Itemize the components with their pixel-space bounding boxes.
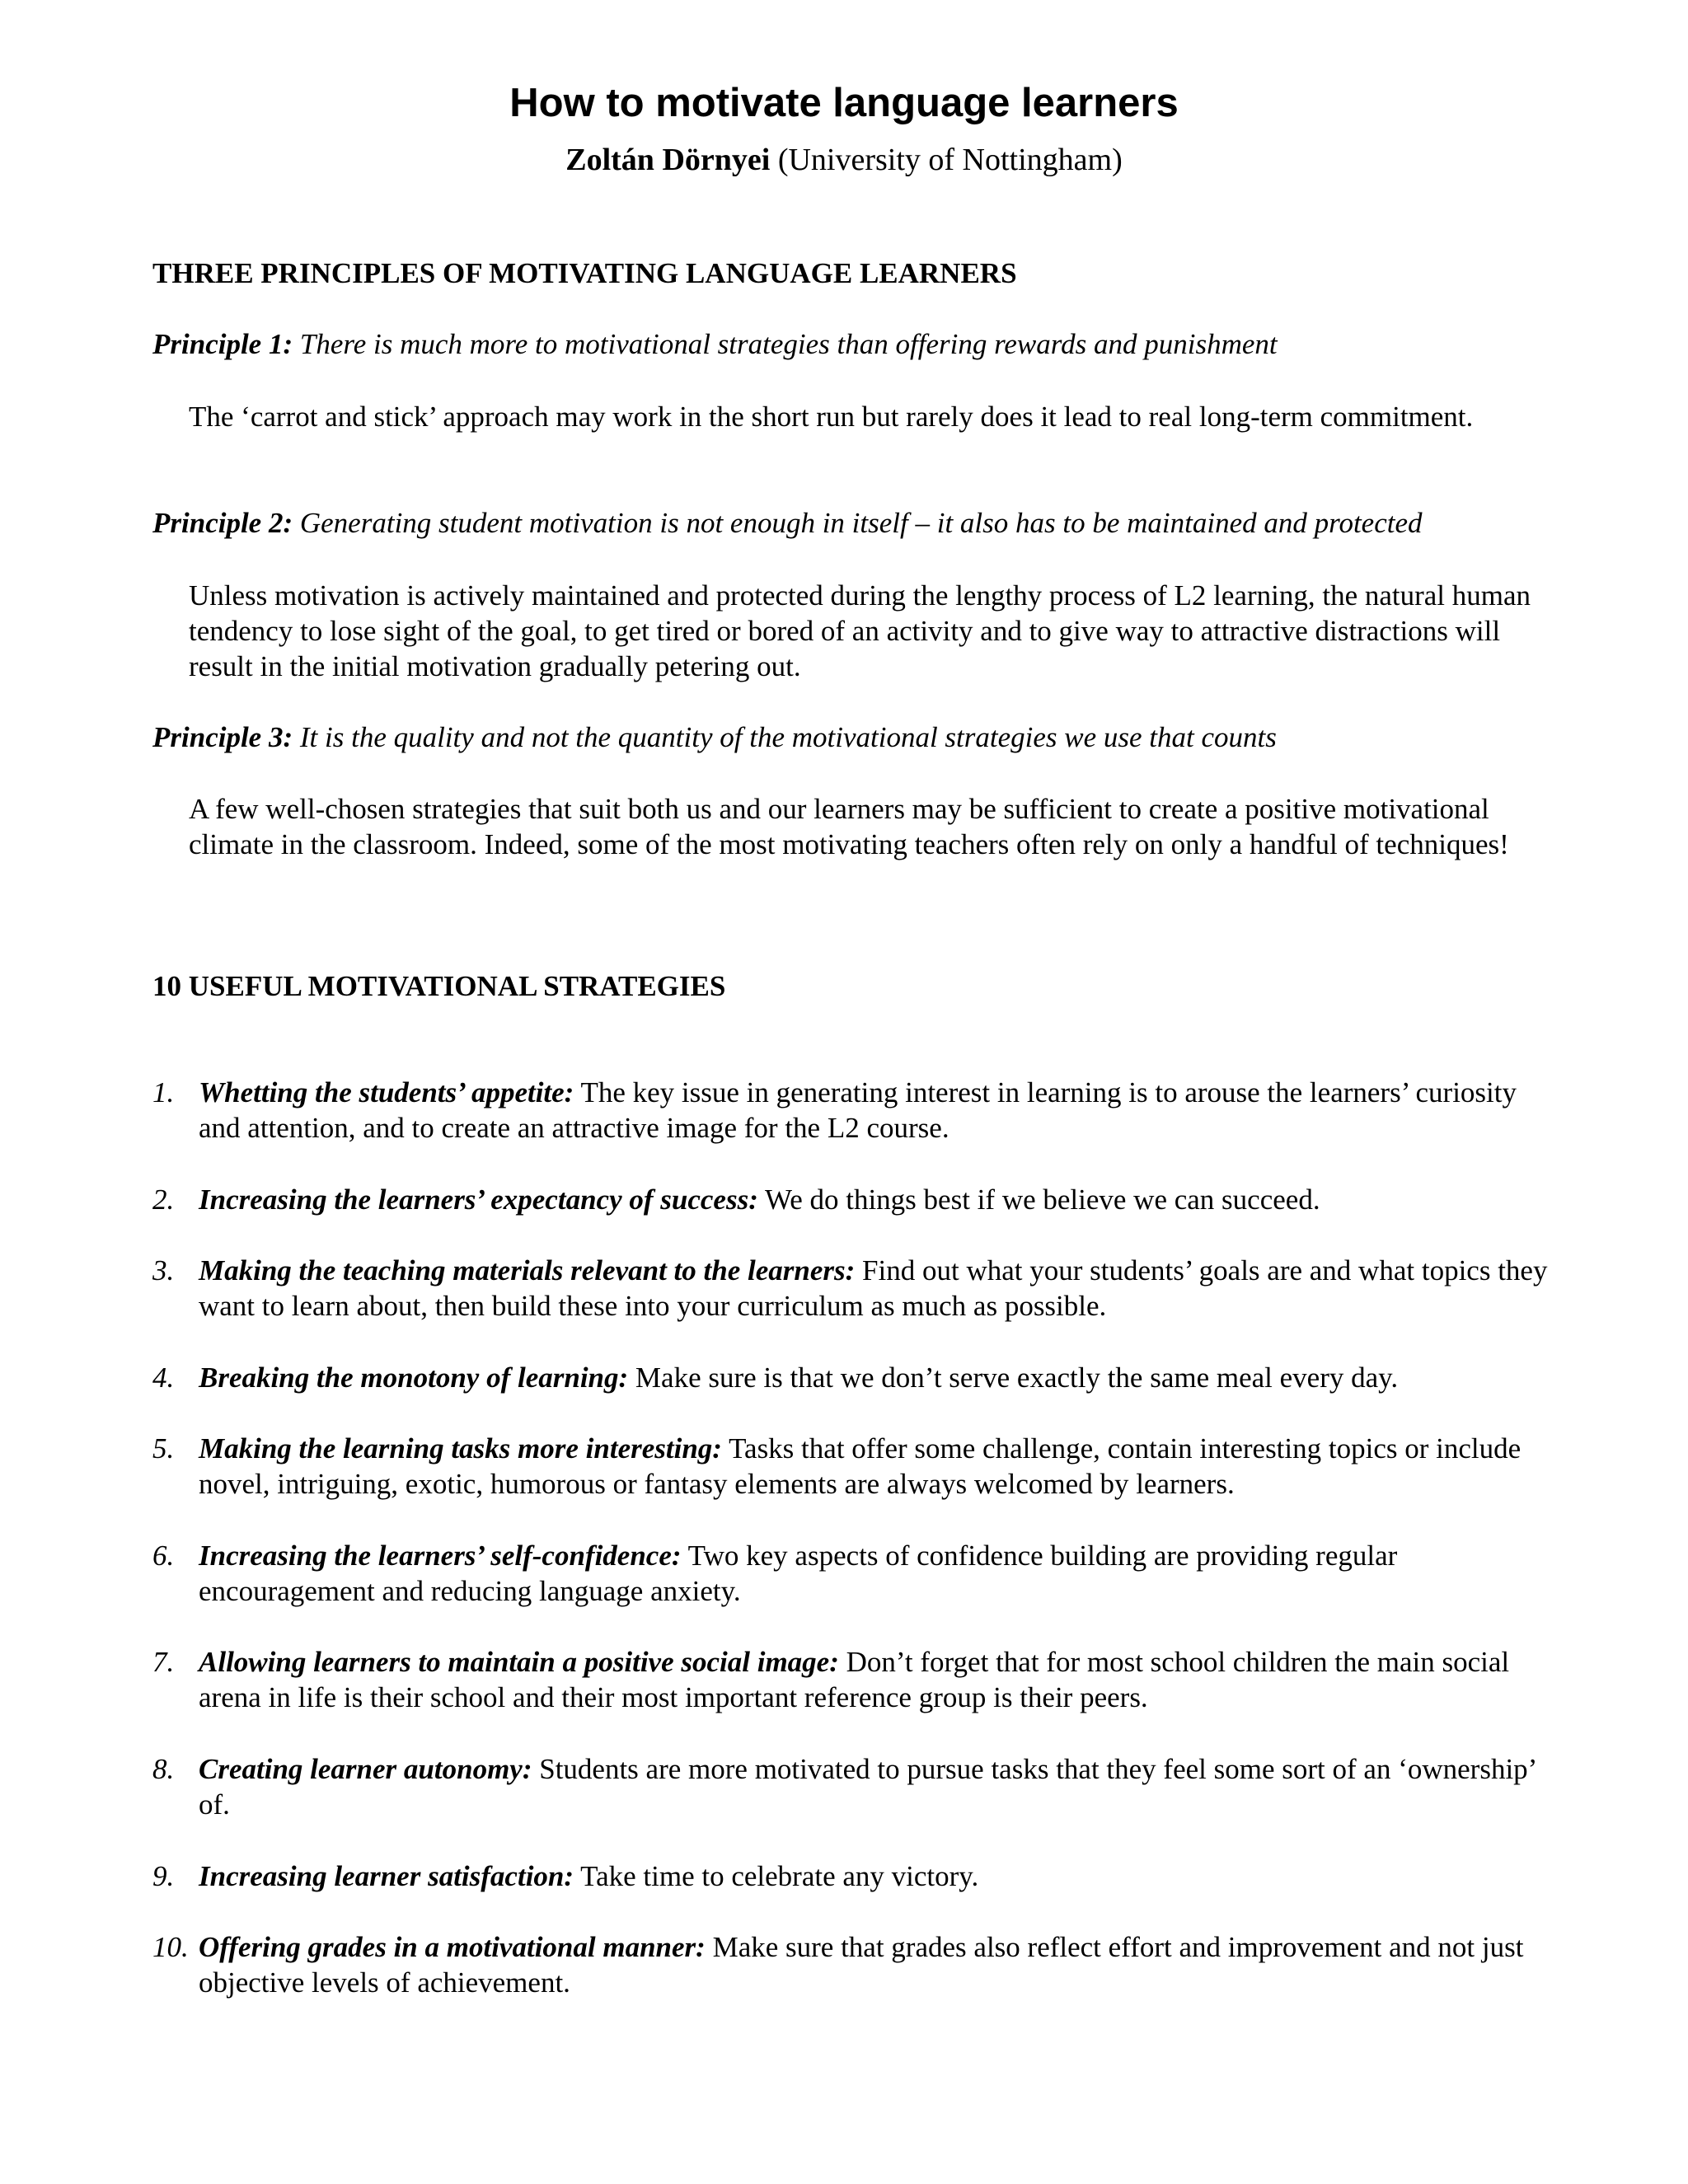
strategy-item [152, 1929, 1554, 2000]
strategy-number: 4. [152, 1361, 175, 1394]
page-title: How to motivate language learners [509, 81, 1179, 125]
section-heading-principles: THREE PRINCIPLES OF MOTIVATING LANGUAGE LEARNERS [152, 257, 1017, 289]
principle-body: Unless motivation is actively maintained and protected during the lengthy process of L2 learning, the natural human tendency to lose sight of the goal, to get tired or bored of an activity and to give way to attractive distractions will result in the initial motivation gradually petering out. [189, 579, 1531, 682]
principle-text: There is much more to motivational strategies than offering rewards and punishment [299, 328, 1278, 360]
strategy-label: Increasing the learners’ expectancy of success: [199, 1183, 758, 1216]
strategy-label: Increasing learner satisfaction: [199, 1860, 574, 1892]
strategy-text: The key issue in generating interest in learning is to arouse the learners’ curiosity and attention, and to create an attractive image for the L2 course. [199, 1076, 1517, 1144]
strategy-number: 1. [152, 1076, 175, 1108]
strategy-text: Don’t forget that for most school children the main social arena in life is their school and their most important reference group is their peers. [199, 1646, 1510, 1713]
principle-title [152, 719, 1277, 756]
strategy-item [152, 1644, 1554, 1715]
principle-body: A few well-chosen strategies that suit both us and our learners may be sufficient to create a positive motivational climate in the classroom. Indeed, some of the most motivating teachers often rely on only a handful of techniques! [189, 793, 1509, 860]
strategy-item [152, 1538, 1554, 1609]
strategy-number: 10. [152, 1931, 189, 1963]
strategy-label: Making the teaching materials relevant to the learners: [199, 1254, 856, 1286]
strategy-number: 7. [152, 1646, 175, 1678]
strategy-label: Making the learning tasks more interesting: [199, 1432, 722, 1465]
strategy-label: Offering grades in a motivational manner: [199, 1931, 706, 1963]
section-heading-strategies: 10 USEFUL MOTIVATIONAL STRATEGIES [152, 970, 726, 1002]
strategy-number: 8. [152, 1753, 175, 1785]
strategy-label: Allowing learners to maintain a positive social image: [199, 1646, 839, 1678]
strategy-text: Make sure is that we don’t serve exactly the same meal every day. [635, 1361, 1399, 1394]
strategy-label: Increasing the learners’ self-confidence: [199, 1540, 682, 1572]
strategy-number: 6. [152, 1540, 175, 1572]
strategy-number: 9. [152, 1860, 175, 1892]
strategy-item [152, 1431, 1554, 1502]
strategy-text: Find out what your students’ goals are and what topics they want to learn about, then build these into your curriculum as much as possible. [199, 1254, 1548, 1322]
strategy-item [152, 1751, 1554, 1822]
principle-title [152, 326, 1278, 363]
strategy-item [152, 1075, 1554, 1146]
author-name: Zoltán Dörnyei [565, 143, 771, 177]
strategy-text: Tasks that offer some challenge, contain interesting topics or include novel, intriguing, exotic, humorous or fantasy elements are always welcomed by learners. [199, 1432, 1522, 1500]
strategy-item [152, 1182, 1554, 1217]
strategy-label: Breaking the monotony of learning: [199, 1361, 629, 1394]
author-line [0, 140, 1688, 180]
principle-text: It is the quality and not the quantity of the motivational strategies we use that counts [299, 721, 1277, 753]
principle-body: The ‘carrot and stick’ approach may work in the short run but rarely does it lead to real long-term commitment. [189, 401, 1474, 433]
strategy-item [152, 1360, 1554, 1395]
principle-title [152, 505, 1423, 541]
strategy-number: 3. [152, 1254, 175, 1286]
principle-label: Principle 3: [152, 721, 293, 753]
strategy-number: 2. [152, 1183, 175, 1216]
strategy-text: Make sure that grades also reflect effort and improvement and not just objective levels of achievement. [199, 1931, 1524, 1999]
strategy-label: Whetting the students’ appetite: [199, 1076, 574, 1108]
strategy-text: Students are more motivated to pursue tasks that they feel some sort of an ‘ownership’ of. [199, 1753, 1536, 1821]
strategy-label: Creating learner autonomy: [199, 1753, 532, 1785]
strategy-text: We do things best if we believe we can succeed. [764, 1183, 1320, 1216]
principle-text: Generating student motivation is not enough in itself – it also has to be maintained and protected [299, 507, 1423, 539]
strategy-item [152, 1858, 1554, 1894]
principle-label: Principle 1: [152, 328, 293, 360]
author-affiliation: (University of Nottingham) [777, 143, 1123, 177]
strategy-text: Two key aspects of confidence building are providing regular encouragement and reducing language anxiety. [199, 1540, 1398, 1607]
principle-label: Principle 2: [152, 507, 293, 539]
strategy-text: Take time to celebrate any victory. [580, 1860, 979, 1892]
strategy-number: 5. [152, 1432, 175, 1465]
strategy-item [152, 1253, 1554, 1324]
